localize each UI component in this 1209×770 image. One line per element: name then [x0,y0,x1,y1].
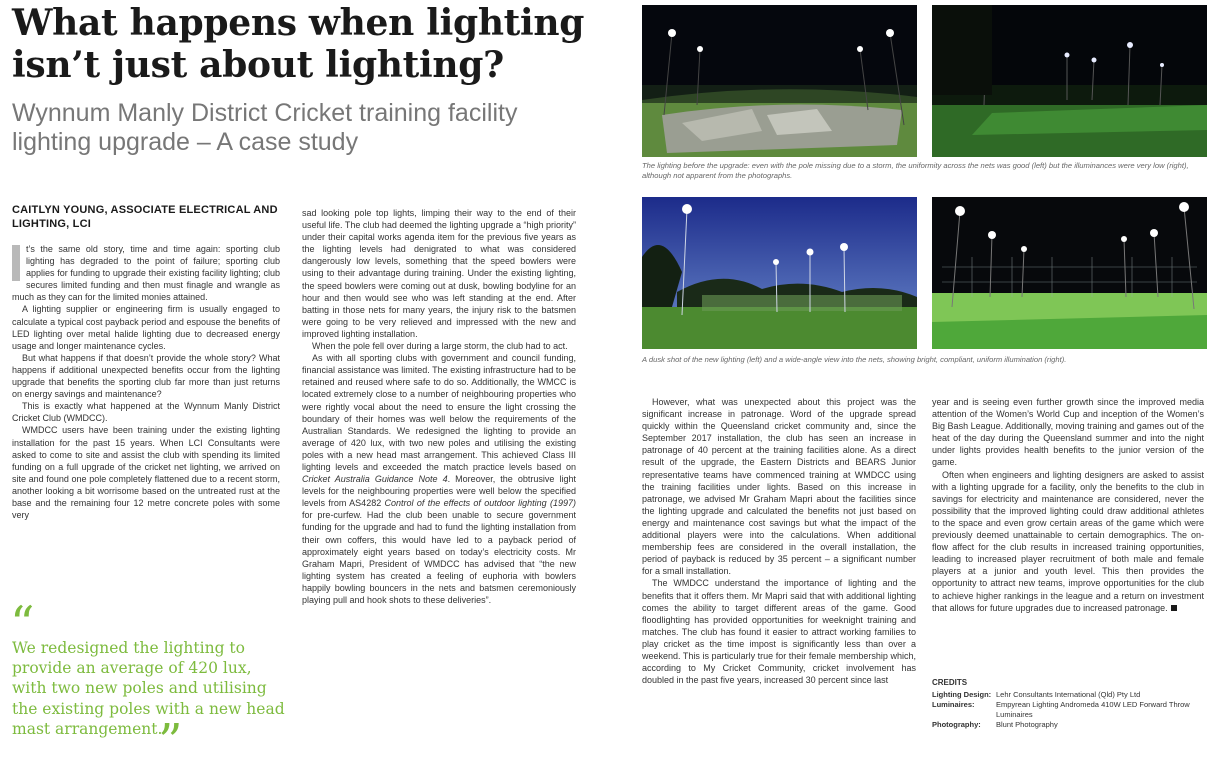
article-paragraph: t’s the same old story, time and time again: sporting club lighting has degraded to the point of failure; sporting club applies for funding to upgrade their existing facility lighting; club secures limited funding and then must finagle and wrangle as much as they can for the limited monies attained. [12,244,280,303]
article-paragraph: As with all sporting clubs with government and council funding, financial assistance was limited. The existing infrastructure had to be retained and reused where safe to do so. Additionally, the WMCC is located extremely close to a number of neighbouring properties who were rightly vocal about the need to ensure the light crossing the boundary of their homes was well below the requirements of the Australian Standards. We redesigned the lighting to provide an average of 420 lux, with two new poles and utilising the existing poles with a new head mast arrangement. This achieved Class III lighting levels and exceeded the match practice levels based on Cricket Australia Guidance Note 4. Moreover, the obtrusive light levels for the neighbouring properties were well below the specified levels from AS4282 Control of the effects of outdoor lighting (1997) for pre-curfew. Had the club been unable to secure government funding for the upgrade and had to fund the lighting installation from their own coffers, this would have led to a payback period of approximately eight years based on today’s electricity costs. Mr Graham Mapri, President of WMDCC has advised that “the new lighting system has created a feeling of euphoria with bowlers happily bowling bouncers in the nets and batsmen ceremoniously playing pull and hook shots to these deliveries”. [302,353,577,605]
photo-new-lighting-dusk [642,197,917,349]
credit-row: Photography: Blunt Photography [932,720,1058,729]
photo-caption-bottom: A dusk shot of the new lighting (left) and a wide-angle view into the nets, showing bright, compliant, uniform illumination (right). [642,355,1067,364]
photo-before-upgrade-left [642,5,917,157]
headline: What happens when lighting isn’t just about lighting? [12,2,585,86]
article-paragraph: A lighting supplier or engineering firm is usually engaged to calculate a typical cost payback period and espouse the benefits of LED lighting over metal halide lighting due to decreased energy usage and longer maintenance cycles. [12,304,280,351]
article-column-1 [12,243,280,521]
article-column-4 [932,396,1204,614]
credit-row: Luminaires: Empyrean Lighting Andromeda 410W LED Forward Throw Luminaires [932,700,1190,719]
photo-before-upgrade-right [932,5,1207,157]
article-column-3 [642,396,916,686]
article-paragraph: year and is seeing even further growth since the improved media attention of the Women’s World Cup and inception of the Women’s Big Bash League. Additionally, moving training and games out of the heat of the day during the Queensland summer and into the night under lights provides health benefits to the junior version of the game. [932,397,1204,468]
photo-new-lighting-nets [932,197,1207,349]
article-paragraph: However, what was unexpected about this project was the significant increase in patronage. Word of the upgrade spread quickly within the Queensland cricket community and, since the September 2017 installation, the club has seen an increase in patronage of 40 percent at the training facilities alone. As a direct result of the upgrade, the Eastern Districts and BEARS Junior representative teams have commenced training at WMDCC using the training facilities under lights. Based on this increase in patronage, we advised Mr Graham Mapri about the facilities since the lighting upgrade and calculated the benefits not just based on energy and maintenance cost savings but what the impact of the additional players were into the calculations. When additional membership fees are considered in the overall installation, the period of payback is reduced by 35 percent – a significant number for a small installation. [642,397,916,577]
open-quote-icon: “ [10,596,35,652]
article-column-2 [302,207,576,606]
dropcap-letter [12,245,20,281]
article-paragraph: WMDCC users have been training under the existing lighting installation for the past 15 years. When LCI Consultants were asked to come to site and assist the club with spending its limited funding on a full upgrade of the cricket net lighting, we arrived on site and found one pole completely flattened due to a recent storm, another looking a bit worrisome based on the untreated rust at the base and the remaining four 12 metre concrete poles with some very [12,425,280,521]
article-paragraph: But what happens if that doesn’t provide the whole story? What happens if additional unexpected benefits occur from the lighting upgrade that benefits the sporting club far more than just returns on energy savings and maintenance? [12,352,280,400]
subhead: Wynnum Manly District Cricket training facility lighting upgrade – A case study [12,99,518,156]
credits-heading: CREDITS [932,678,968,687]
article-paragraph: When the pole fell over during a large storm, the club had to act. [312,341,568,352]
author-byline: CAITLYN YOUNG, ASSOCIATE ELECTRICAL AND LIGHTING, LCI [12,204,278,230]
close-quote-icon: ” [158,714,183,770]
article-paragraph: sad looking pole top lights, limping their way to the end of their useful life. The club had deemed the lighting upgrade a “high priority” under their capital works agenda item for the previous five years as the lighting levels had denigrated to what was considered dangerously low levels, something that the speed bowlers were using to their advantage during training. Under the existing lighting, the speed bowlers were coming out at dusk, bowling bodyline for an hour and then would see who was left standing at the end. After batting in those nets for many years, the injury risk to the batsmen were going to be very relieved and impressed with the new and improved lighting installation. [302,208,577,339]
end-mark-icon [1171,605,1177,611]
pull-quote: We redesigned the lighting to provide an average of 420 lux, with two new poles and utilising the existing poles with a new head mast arrangement. [12,639,285,738]
article-paragraph: This is exactly what happened at the Wynnum Manly District Cricket Club (WMDCC). [12,401,280,424]
photo-caption-top: The lighting before the upgrade: even with the pole missing due to a storm, the uniformity across the nets was good (left) but the illuminances were very low (right), although not apparent from the photographs. [642,161,1189,180]
article-paragraph: Often when engineers and lighting designers are asked to assist with a lighting upgrade for a facility, only the benefits to the club in savings for electricity and maintenance are considered, never the possibility that the improved lighting could draw additional athletes to the space and even grow certain areas of the game which were previously deemed unattainable to certain demographics. The on-flow affect for the club results in increased training opportunities, leading to increased player recruitment of both male and female players at a junior and youth level. This then provides the opportunity to attract new teams, improve opportunities for the club to achieve higher rankings in the league and a return on investment that allows for future upgrades due to increased patronage. [932,469,1204,613]
article-paragraph: The WMDCC understand the importance of lighting and the benefits that it offers them. Mr Mapri said that with additional lighting comes the ability to target different areas of the game. Good floodlighting has provided opportunities for weeknight training and matches. The club has found it easier to attract working families to play cricket as the time impost is significantly less than over a weekend. This is particularly true for their female membership which, according to My Cricket Community, cricket involvement has doubled in the past five years, increased 30 percent since last [642,578,916,686]
credits-block [932,678,1204,730]
credit-row: Lighting Design: Lehr Consultants International (Qld) Pty Ltd [932,690,1141,699]
